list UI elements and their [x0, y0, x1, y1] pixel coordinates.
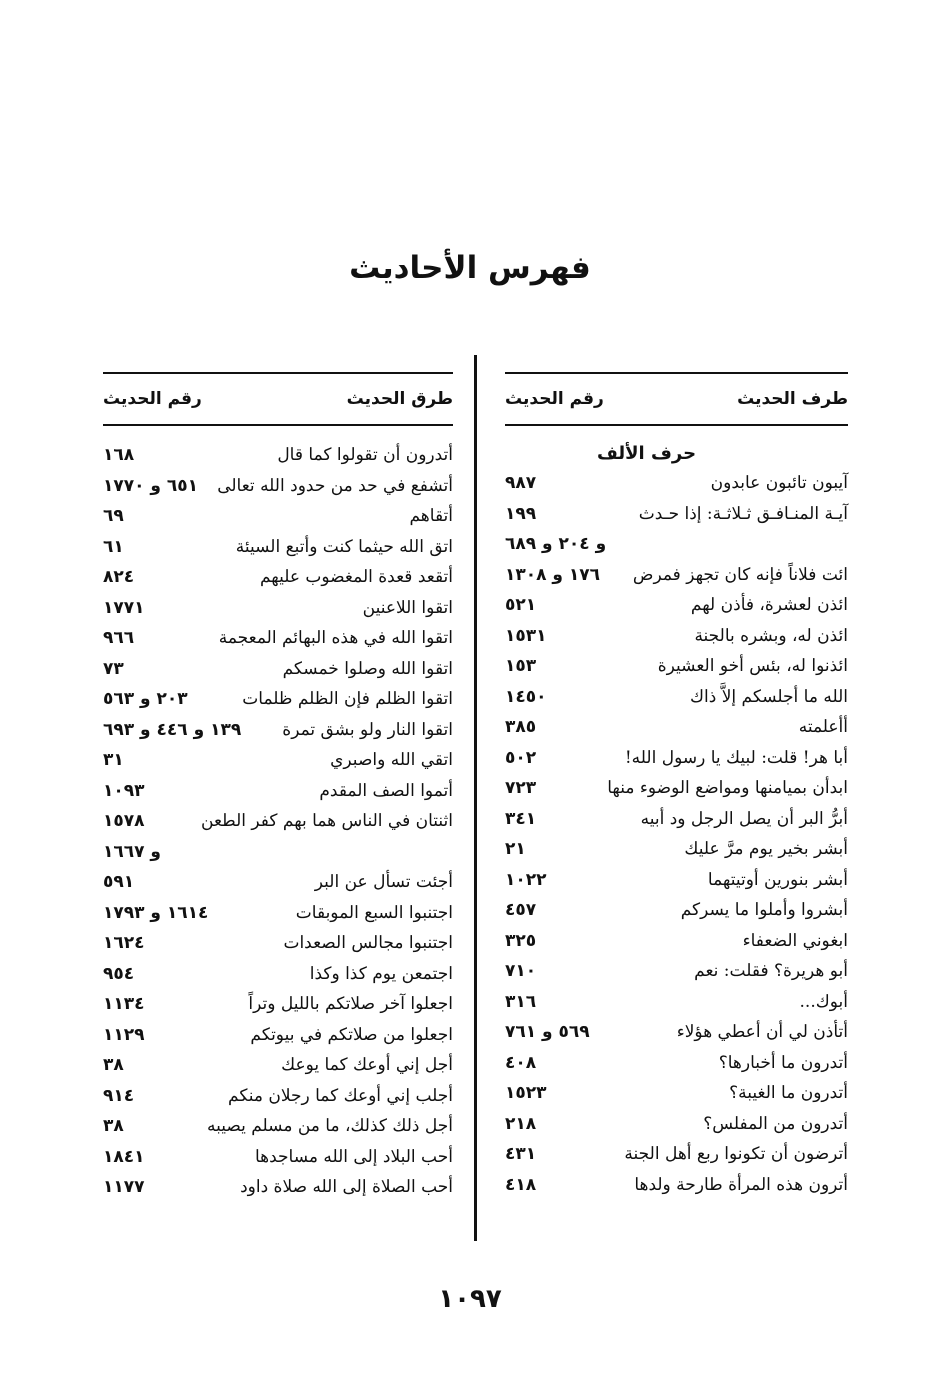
hadith-number: ٢١ [505, 839, 526, 860]
index-entry [505, 682, 848, 713]
index-entry [103, 593, 453, 624]
index-entry [505, 1048, 848, 1079]
hadith-number: ١٧٦ و ١٣٠٨ [505, 564, 601, 585]
hadith-number: ١٦١٤ و ١٧٩٣ [103, 902, 209, 923]
hadith-number: ٥٢١ [505, 595, 537, 616]
right-column-header [505, 374, 848, 424]
hadith-number: ٧٣ [103, 658, 124, 679]
hadith-text: أبشروا وأملوا ما يسركم [680, 900, 848, 921]
hadith-number: ٦١ [103, 536, 124, 557]
hadith-text: أبشر بخير يوم مرَّ عليك [684, 839, 848, 860]
hadith-text: أبا هر! قلت: لبيك يا رسول الله! [624, 747, 848, 768]
index-entry [103, 532, 453, 563]
hadith-number: ٣٢٥ [505, 930, 537, 951]
column-divider [474, 355, 477, 1241]
hadith-number: ١١٢٩ [103, 1024, 145, 1045]
hadith-text: اجتمعن يوم كذا وكذا [309, 963, 453, 984]
hadith-text: أجلب إني أوعك كما رجلان منكم [228, 1085, 453, 1106]
hadith-text: أبرُّ البر أن يصل الرجل ود أبيه [640, 808, 848, 829]
hadith-text: أتقعد قعدة المغضوب عليهم [259, 567, 453, 588]
index-entry [103, 989, 453, 1020]
hadith-text: ابغوني الضعفاء [742, 930, 848, 951]
hadith-number: ٩٨٧ [505, 473, 537, 494]
hadith-number: ١٥٣ [505, 656, 537, 677]
index-entry [103, 1111, 453, 1142]
hadith-text: أترضون أن تكونوا ربع أهل الجنة [624, 1144, 848, 1165]
hadith-text-header: طرف الحديث [737, 389, 848, 409]
index-entry [505, 773, 848, 804]
index-entry [505, 560, 848, 591]
hadith-number: ١٩٩ [505, 503, 537, 524]
hadith-number: ١٦٢٤ [103, 933, 145, 954]
index-entry [505, 590, 848, 621]
hadith-text: الله ما أجلسكم إلاَّ ذاك [690, 686, 848, 707]
hadith-text: اتق الله حيثما كنت وأتبع السيئة [235, 536, 453, 557]
hadith-number: ٣١ [103, 750, 124, 771]
hadith-text: أتدرون أن تقولوا كما قال [277, 445, 453, 466]
hadith-number: ١٥٣١ [505, 625, 547, 646]
hadith-number: ١٣٩ و ٤٤٦ و ٦٩٣ [103, 719, 242, 740]
hadith-text: أتشفع في حد من حدود الله تعالى [217, 475, 453, 496]
hadith-text: أبوك... [799, 991, 848, 1012]
hadith-number: ١٧٧١ [103, 597, 145, 618]
index-entry [103, 684, 453, 715]
hadith-text: ابدأن بميامنها ومواضع الوضوء منها [607, 778, 848, 799]
hadith-number: ٤٠٨ [505, 1052, 537, 1073]
hadith-text: اتقوا الله في هذه البهائم المعجمة [218, 628, 453, 649]
index-entry [103, 1020, 453, 1051]
hadith-number: ١٥٧٨ [103, 811, 145, 832]
hadith-text: اتقي الله واصبري [330, 750, 453, 771]
index-entry [505, 712, 848, 743]
hadith-number: ٥٩١ [103, 872, 135, 893]
hadith-text: آيبون تائبون عابدون [710, 473, 848, 494]
hadith-number: ١٠٩٣ [103, 780, 145, 801]
index-entry [505, 1017, 848, 1048]
index-entry [505, 529, 848, 560]
page-number: ١٠٩٧ [438, 1284, 502, 1314]
hadith-text: اجعلوا آخر صلاتكم بالليل وتراً [248, 994, 453, 1015]
hadith-number: ٥٦٩ و ٧٦١ [505, 1022, 590, 1043]
hadith-number: ٣٨٥ [505, 717, 537, 738]
index-entry [505, 834, 848, 865]
hadith-text: ائت فلاناً فإنه كان تجهز فمرض [632, 564, 848, 585]
hadith-number: ٣١٦ [505, 991, 537, 1012]
index-entry [505, 1109, 848, 1140]
hadith-number: ٣٤١ [505, 808, 537, 829]
hadith-number: ١٥٢٣ [505, 1083, 547, 1104]
hadith-text: أجل ذلك كذلك، ما من مسلم يصيبه [206, 1116, 453, 1137]
index-entry [103, 440, 453, 471]
hadith-number: ٧١٠ [505, 961, 537, 982]
right-column [505, 372, 848, 1200]
index-entry [505, 956, 848, 987]
index-entry [505, 1078, 848, 1109]
hadith-text: أترون هذه المرأة طارحة ولدها [634, 1174, 848, 1195]
hadith-number: ٣٨ [103, 1116, 124, 1137]
index-entry [103, 837, 453, 868]
index-entry [103, 471, 453, 502]
hadith-number: ١٤٥٠ [505, 686, 547, 707]
hadith-text: اجتنبوا السبع الموبقات [295, 902, 453, 923]
hadith-text-header: طرق الحديث [346, 389, 453, 409]
hadith-text: أحب البلاد إلى الله مساجدها [254, 1146, 453, 1167]
hadith-text: أتدرون ما أخبارها؟ [718, 1052, 848, 1073]
hadith-text: أجل إني أوعك كما يوعك [281, 1055, 453, 1076]
hadith-number: ١١٧٧ [103, 1177, 145, 1198]
hadith-text: أتدرون من المفلس؟ [703, 1113, 848, 1134]
hadith-number: ٩٥٤ [103, 963, 135, 984]
hadith-text: اتقوا النار ولو بشق تمرة [282, 719, 453, 740]
index-entry [505, 1170, 848, 1201]
hadith-number-header: رقم الحديث [103, 389, 202, 409]
hadith-text: أبشر بنورين أوتيتهما [707, 869, 848, 890]
page-title: فهرس الأحاديث [349, 250, 591, 286]
hadith-text: اجتنبوا مجالس الصعدات [283, 933, 453, 954]
index-entry [103, 715, 453, 746]
index-entry [103, 928, 453, 959]
section-heading: حرف الألف [596, 443, 697, 464]
hadith-number: ١٠٢٢ [505, 869, 547, 890]
index-entry [505, 804, 848, 835]
hadith-text: اتقوا الظلم فإن الظلم ظلمات [242, 689, 453, 710]
hadith-number: ٤١٨ [505, 1174, 537, 1195]
index-entry [103, 1050, 453, 1081]
hadith-number: ٥٠٢ [505, 747, 537, 768]
index-entry [103, 623, 453, 654]
header-bottom-rule [505, 424, 848, 426]
index-entry [103, 501, 453, 532]
index-entry [103, 806, 453, 837]
hadith-text: اثنتان في الناس هما بهم كفر الطعن [201, 811, 453, 832]
hadith-text: آيـة المنـافـق ثـلاثـة: إذا حـدث [638, 503, 848, 524]
index-entry [505, 499, 848, 530]
hadith-number: ٤٣١ [505, 1144, 537, 1165]
hadith-text: اتقوا الله وصلوا خمسكم [282, 658, 453, 679]
index-entry [505, 865, 848, 896]
index-entry [103, 867, 453, 898]
hadith-number: ٩١٤ [103, 1085, 135, 1106]
hadith-text: ائذنوا له، بئس أخو العشيرة [657, 656, 848, 677]
hadith-text: ائذن له، وبشره بالجنة [694, 625, 848, 646]
hadith-text: أجئت تسأل عن البر [314, 872, 453, 893]
hadith-text: أتقاهم [409, 506, 453, 527]
index-entry [103, 959, 453, 990]
index-entry [103, 562, 453, 593]
hadith-number: ٧٢٣ [505, 778, 537, 799]
hadith-text: أتدرون ما الغيبة؟ [729, 1083, 848, 1104]
index-entry [505, 895, 848, 926]
hadith-text: أأعلمته [798, 717, 848, 738]
index-entry [103, 1172, 453, 1203]
index-entry [103, 1142, 453, 1173]
index-entry [505, 621, 848, 652]
left-column [103, 372, 453, 1203]
hadith-number: و ٢٠٤ و ٦٨٩ [505, 534, 607, 555]
hadith-text: اتقوا اللاعنين [362, 597, 453, 618]
hadith-text: أحب الصلاة إلى الله صلاة داود [240, 1177, 453, 1198]
index-entry [505, 987, 848, 1018]
hadith-number: و ١٦٦٧ [103, 841, 162, 862]
hadith-number: ١٨٤١ [103, 1146, 145, 1167]
hadith-number: ٩٦٦ [103, 628, 135, 649]
header-bottom-rule [103, 424, 453, 426]
hadith-number: ١٦٨ [103, 445, 135, 466]
hadith-number: ٦٩ [103, 506, 124, 527]
hadith-text: أتموا الصف المقدم [319, 780, 453, 801]
hadith-text: ائذن لعشرة، فأذن لهم [690, 595, 848, 616]
index-entry [103, 654, 453, 685]
index-entry [505, 651, 848, 682]
hadith-number: ٦٥١ و ١٧٧٠ [103, 475, 199, 496]
hadith-number: ٨٢٤ [103, 567, 135, 588]
hadith-text: اجعلوا من صلاتكم في بيوتكم [250, 1024, 453, 1045]
index-entry [505, 1139, 848, 1170]
hadith-number: ٢١٨ [505, 1113, 537, 1134]
hadith-number: ١١٣٤ [103, 994, 145, 1015]
hadith-text: أبو هريرة؟ فقلت: نعم [694, 961, 848, 982]
index-entry [505, 468, 848, 499]
hadith-number: ٢٠٣ و ٥٦٣ [103, 689, 188, 710]
hadith-text: أتأذن لي أن أعطي هؤلاء [676, 1022, 848, 1043]
hadith-number-header: رقم الحديث [505, 389, 604, 409]
index-entry [103, 745, 453, 776]
left-column-header [103, 374, 453, 424]
index-entry [505, 926, 848, 957]
index-entry [103, 898, 453, 929]
right-index-list [505, 468, 848, 1200]
index-entry [505, 743, 848, 774]
hadith-number: ٣٨ [103, 1055, 124, 1076]
index-entry [103, 1081, 453, 1112]
left-index-list [103, 440, 453, 1203]
hadith-number: ٤٥٧ [505, 900, 537, 921]
index-entry [103, 776, 453, 807]
